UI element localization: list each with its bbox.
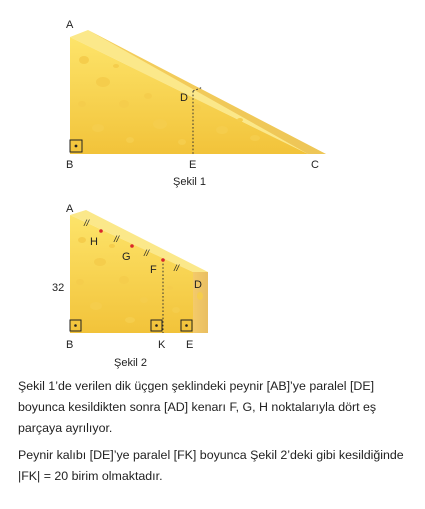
label-a1: A bbox=[66, 19, 74, 31]
caption-figure-2: Şekil 2 bbox=[114, 357, 148, 369]
label-c1: C bbox=[311, 159, 319, 171]
label-d1: D bbox=[180, 92, 188, 104]
right-angle-dot-b2 bbox=[74, 324, 77, 327]
point-h bbox=[99, 229, 103, 233]
caption-figure-1: Şekil 1 bbox=[173, 176, 207, 188]
label-b1: B bbox=[66, 159, 74, 171]
tick-mark-fd: // bbox=[174, 263, 180, 273]
label-h: H bbox=[90, 236, 98, 248]
right-angle-dot-e2 bbox=[185, 324, 188, 327]
figure-2 bbox=[52, 203, 208, 369]
cheese-triangle-1 bbox=[70, 37, 308, 154]
right-angle-dot-k bbox=[155, 324, 158, 327]
tick-mark-ah: // bbox=[84, 218, 90, 228]
cheese-trapezoid-2 bbox=[70, 215, 193, 333]
figure-1 bbox=[66, 19, 326, 188]
label-b2: B bbox=[66, 339, 74, 351]
problem-paragraph-1: Şekil 1’de verilen dik üçgen şeklindeki peynir [AB]’ye paralel [DE] boyunca kesildikten sonra [AD] kenarı F, G, H noktalarıyla dört eş parçaya ayrılıyor. bbox=[18, 379, 377, 435]
point-g bbox=[130, 244, 134, 248]
problem-text bbox=[18, 376, 410, 493]
label-k: K bbox=[158, 339, 166, 351]
right-angle-dot-b1 bbox=[75, 145, 78, 148]
label-e2: E bbox=[186, 339, 194, 351]
tick-mark-gf: // bbox=[144, 248, 150, 258]
label-g: G bbox=[122, 251, 131, 263]
label-f: F bbox=[150, 264, 157, 276]
tick-mark-hg: // bbox=[114, 234, 120, 244]
point-f bbox=[161, 258, 165, 262]
label-e1: E bbox=[189, 159, 197, 171]
label-a2: A bbox=[66, 203, 74, 215]
label-d2: D bbox=[194, 279, 202, 291]
problem-paragraph-2: Peynir kalıbı [DE]’ye paralel [FK] boyunca Şekil 2’deki gibi kesildiğinde |FK| = 20 birim olmaktadır. bbox=[18, 448, 404, 483]
label-side-32: 32 bbox=[52, 282, 65, 294]
